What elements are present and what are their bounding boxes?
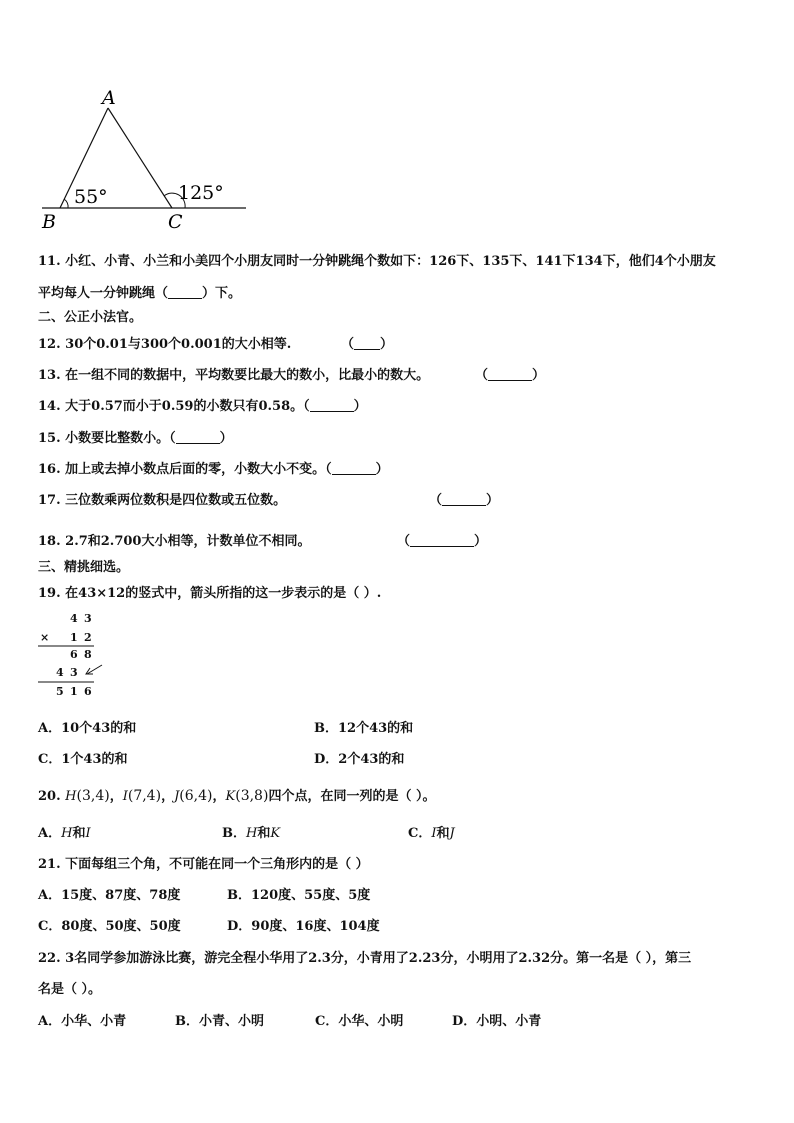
q18-text: 18. 2.7和2.700大小相等，计数单位不相同。 [38, 534, 311, 549]
digit: 1 [70, 631, 78, 644]
q12 [38, 333, 394, 352]
q11-line1: 11. 小红、小青、小兰和小美四个小朋友同时一分钟跳绳个数如下：126下、135下、141下134下，他们4个小朋友 [38, 254, 716, 269]
answer-blank[interactable] [332, 462, 376, 475]
q20-stem [38, 785, 435, 804]
q20-option-a[interactable] [38, 822, 91, 841]
q12-text: 12. 30个0.01与300个0.001的大小相等. [38, 337, 292, 352]
q20-num: 20. [38, 789, 61, 804]
answer-blank[interactable] [488, 368, 532, 381]
open-paren: （ [475, 368, 489, 383]
open-paren: （ [397, 534, 411, 549]
point-h-name: H [65, 789, 77, 804]
q15 [38, 427, 233, 446]
digit: 4 [56, 666, 64, 679]
q20-option-b[interactable] [222, 822, 280, 841]
open-paren: （ [341, 337, 355, 352]
q17 [38, 489, 500, 508]
close-paren: ） [486, 493, 500, 508]
close-paren: ） [375, 462, 389, 477]
digit: 2 [84, 631, 92, 644]
q14 [38, 395, 367, 414]
close-paren: ） [353, 399, 367, 414]
q21-option-b[interactable]: B．120度、55度、5度 [227, 888, 371, 903]
separator: ， [161, 789, 175, 804]
angle-b-arc [64, 199, 68, 208]
triangle-figure [0, 0, 794, 240]
point-name: J [449, 826, 455, 841]
q22-line1: 22. 3名同学参加游泳比赛，游完全程小华用了2.3分，小青用了2.23分，小明用了2.32分。第一名是（ ），第三 [38, 951, 692, 966]
close-paren: ） [474, 534, 488, 549]
answer-blank[interactable] [442, 493, 486, 506]
and-word: 和 [257, 826, 271, 841]
side-ac [108, 108, 172, 208]
section3-title: 三、精挑细选。 [38, 560, 130, 575]
angle-b-label: 55° [74, 186, 108, 208]
point-k-name: K [225, 789, 236, 804]
angle-c-label: 125° [178, 182, 224, 204]
q13-text: 13. 在一组不同的数据中，平均数要比最大的数小，比最小的数大。 [38, 368, 430, 383]
q19-option-d[interactable]: D．2个43的和 [314, 752, 405, 767]
q11-line2 [38, 282, 241, 301]
q16-text: 16. 加上或去掉小数点后面的零，小数大小不变。 [38, 462, 326, 477]
q22-option-c[interactable]: C．小华、小明 [315, 1014, 404, 1029]
digit: 6 [84, 685, 92, 698]
answer-blank[interactable] [168, 286, 202, 299]
point-k-coords: (3,8) [235, 788, 269, 804]
digit: 3 [70, 666, 78, 679]
q13 [38, 364, 546, 383]
q18 [38, 530, 488, 549]
point-i-name: I [122, 789, 128, 804]
point-h-coords: (3,4) [76, 788, 110, 804]
separator: ， [212, 789, 226, 804]
option-label: A． [38, 826, 62, 841]
digit: 6 [70, 648, 78, 661]
point-j-name: J [174, 789, 180, 804]
times-sign: × [40, 631, 50, 644]
q20-tail: 四个点，在同一列的是（ ）。 [268, 789, 436, 804]
q22-line2: 名是（ ）。 [38, 982, 102, 997]
q16 [38, 458, 389, 477]
answer-blank[interactable] [354, 337, 380, 350]
q14-text: 14. 大于0.57而小于0.59的小数只有0.58。 [38, 399, 304, 414]
point-name: I [85, 826, 91, 841]
q20-option-c[interactable] [408, 822, 455, 841]
q22-option-d[interactable]: D．小明、小青 [452, 1014, 542, 1029]
q11-line2-a: 平均每人一分钟跳绳（ [38, 286, 169, 301]
q21-option-d[interactable]: D．90度、16度、104度 [227, 919, 380, 934]
point-name: I [431, 826, 437, 841]
point-j-coords: (6,4) [179, 788, 213, 804]
vertical-lines [38, 612, 158, 712]
q21-option-a[interactable]: A．15度、87度、78度 [38, 888, 181, 903]
close-paren: ） [219, 431, 233, 446]
digit: 5 [56, 685, 64, 698]
and-word: 和 [72, 826, 86, 841]
q15-text: 15. 小数要比整数小。 [38, 431, 170, 446]
answer-blank[interactable] [410, 534, 474, 547]
q11-line2-b: ）下。 [202, 286, 242, 301]
open-paren: （ [429, 493, 443, 508]
q22-option-a[interactable]: A．小华、小青 [38, 1014, 127, 1029]
option-label: B． [222, 826, 246, 841]
point-name: K [270, 826, 281, 841]
vertex-b-label: B [42, 211, 56, 233]
q21-option-c[interactable]: C．80度、50度、50度 [38, 919, 181, 934]
close-paren: ） [380, 337, 394, 352]
point-name: H [61, 826, 73, 841]
digit: 3 [84, 612, 92, 625]
open-paren: （ [169, 431, 176, 446]
separator: ， [109, 789, 123, 804]
option-label: C． [408, 826, 432, 841]
answer-blank[interactable] [310, 399, 354, 412]
digit: 8 [84, 648, 92, 661]
q17-text: 17. 三位数乘两位数积是四位数或五位数。 [38, 493, 287, 508]
q19-stem: 19. 在43×12的竖式中，箭头所指的这一步表示的是（ ）. [38, 586, 382, 601]
close-paren: ） [532, 368, 546, 383]
q19-option-c[interactable]: C．1个43的和 [38, 752, 128, 767]
open-paren: （ [303, 399, 310, 414]
q22-option-b[interactable]: B．小青、小明 [175, 1014, 264, 1029]
point-i-coords: (7,4) [127, 788, 162, 804]
answer-blank[interactable] [176, 431, 220, 444]
digit: 4 [70, 612, 78, 625]
q19-option-b[interactable]: B．12个43的和 [314, 721, 414, 736]
digit: 1 [70, 685, 78, 698]
q19-option-a[interactable]: A．10个43的和 [38, 721, 137, 736]
q21-stem: 21. 下面每组三个角，不可能在同一个三角形内的是（ ） [38, 857, 369, 872]
vertex-c-label: C [168, 211, 183, 233]
and-word: 和 [436, 826, 450, 841]
open-paren: （ [325, 462, 332, 477]
section2-title: 二、公正小法官。 [38, 310, 143, 325]
vertex-a-label: A [102, 87, 116, 109]
point-name: H [246, 826, 258, 841]
